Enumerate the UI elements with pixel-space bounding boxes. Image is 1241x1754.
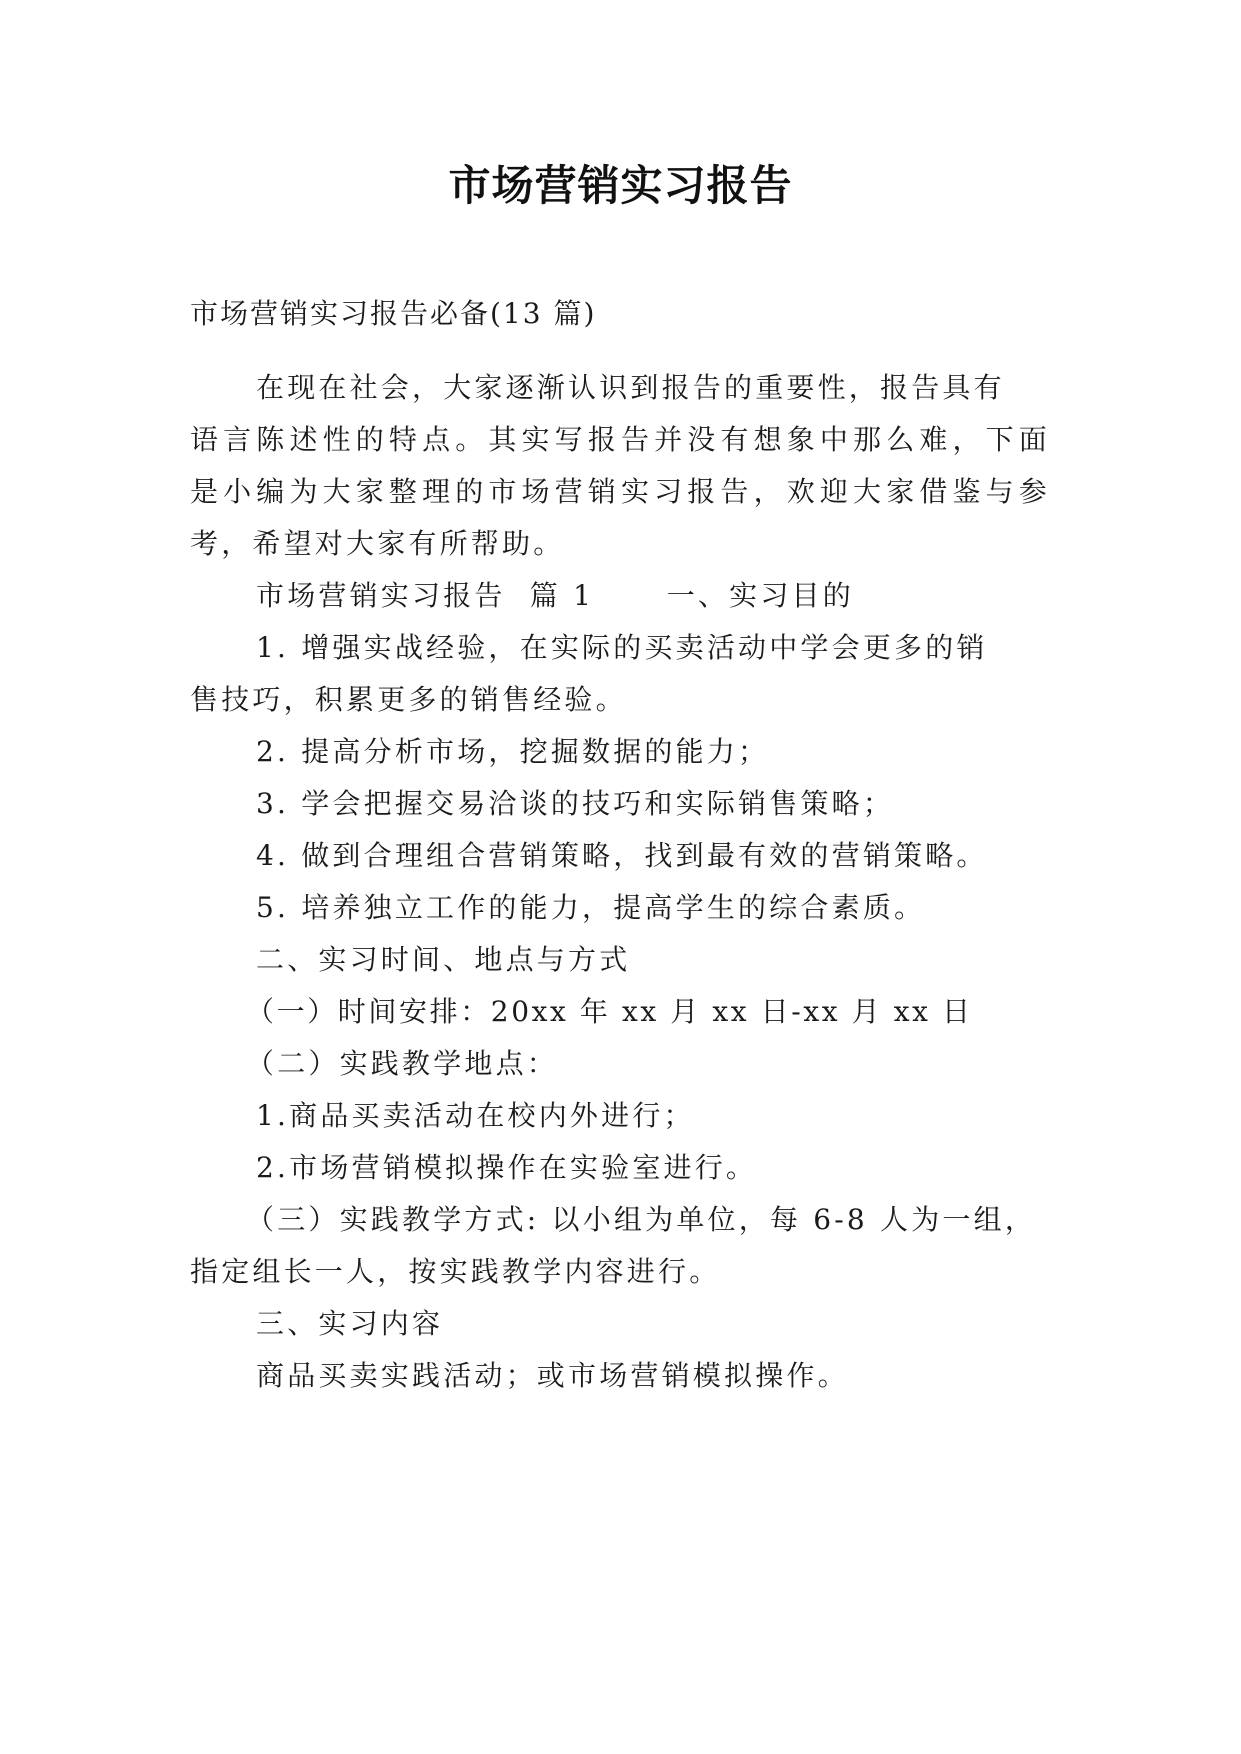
document-title: 市场营销实习报告 — [448, 161, 793, 210]
subsection-line: （三）实践教学方式: 以小组为单位，每 6-8 人为一组， — [246, 1203, 1037, 1236]
list-item: 5. 培养独立工作的能力，提高学生的综合素质。 — [256, 891, 926, 924]
list-item: 1.商品买卖活动在校内外进行； — [256, 1099, 695, 1132]
list-item-continuation: 售技巧，积累更多的销售经验。 — [190, 683, 627, 716]
paragraph-line: 在现在社会，大家逐渐认识到报告的重要性，报告具有 — [256, 371, 1005, 404]
list-item: 3. 学会把握交易洽谈的技巧和实际销售策略； — [256, 787, 895, 820]
subsection-line: （二）实践教学地点： — [246, 1047, 559, 1080]
section-heading-line: 市场营销实习报告 篇 1 一、实习目的 — [256, 579, 854, 612]
document-subtitle: 市场营销实习报告必备(13 篇) — [190, 297, 597, 330]
list-item: 2.市场营销模拟操作在实验室进行。 — [256, 1151, 758, 1184]
list-item: 1. 增强实战经验，在实际的买卖活动中学会更多的销 — [256, 631, 988, 664]
list-item: 4. 做到合理组合营销策略，找到最有效的营销策略。 — [256, 839, 988, 872]
paragraph-line: 商品买卖实践活动；或市场营销模拟操作。 — [256, 1359, 849, 1392]
list-item: 2. 提高分析市场，挖掘数据的能力； — [256, 735, 770, 768]
subsection-line: （一）时间安排：20xx 年 xx 月 xx 日-xx 月 xx 日 — [246, 995, 973, 1028]
section-heading: 三、实习内容 — [256, 1307, 444, 1340]
subsection-continuation: 指定组长一人，按实践教学内容进行。 — [190, 1255, 721, 1288]
section-heading: 二、实习时间、地点与方式 — [256, 943, 631, 976]
paragraph-line: 考，希望对大家有所帮助。 — [190, 527, 565, 560]
paragraph-line: 语言陈述性的特点。其实写报告并没有想象中那么难，下面 — [190, 423, 1050, 456]
paragraph-line: 是小编为大家整理的市场营销实习报告，欢迎大家借鉴与参 — [190, 475, 1050, 508]
